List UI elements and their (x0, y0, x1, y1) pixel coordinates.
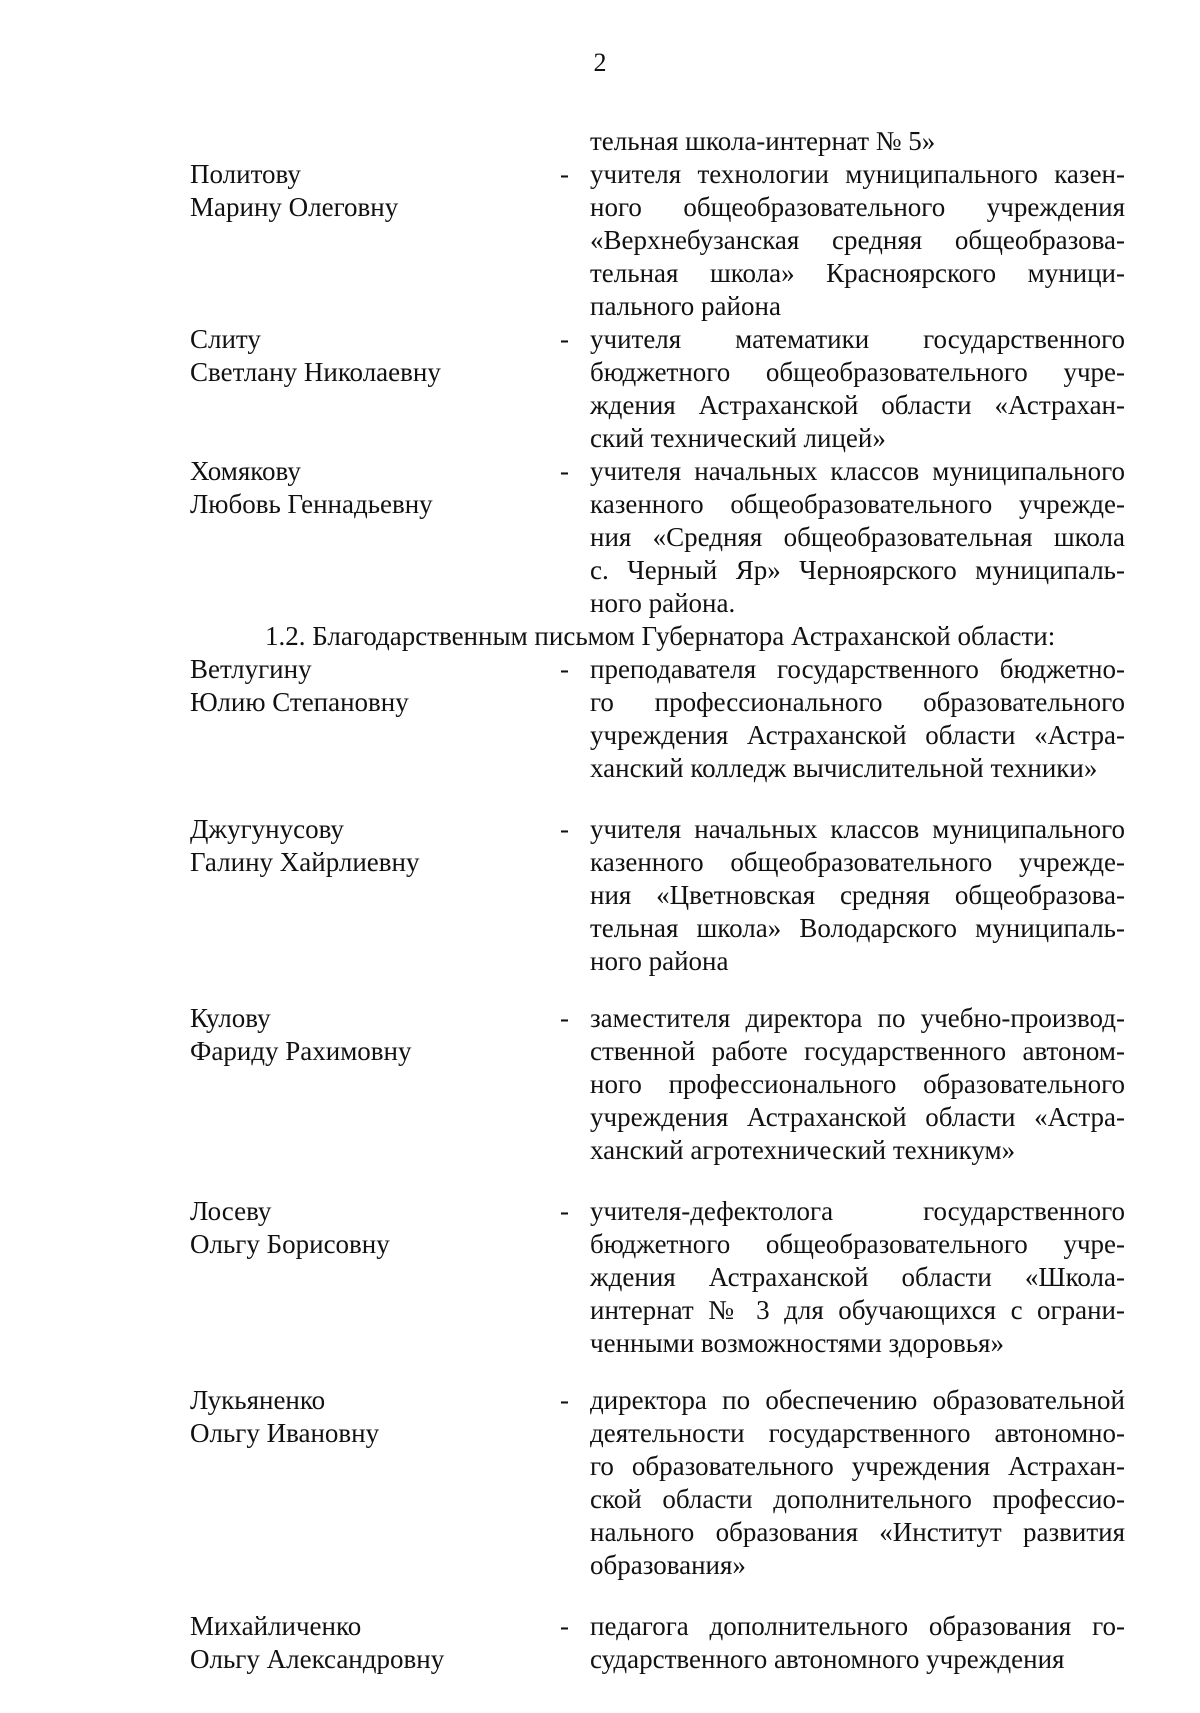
description-line: учителя начальных классов муниципального (590, 456, 1125, 486)
person-surname: Политову (190, 159, 301, 189)
position-description (590, 653, 1125, 785)
separator-dash: - (560, 1385, 569, 1415)
person-given-names: Ольгу Ивановну (190, 1418, 380, 1448)
description-line: ченными возможностями здоровья» (590, 1328, 1004, 1358)
description-line: учителя математики государственного (590, 324, 1125, 354)
award-entry (0, 1002, 1200, 1167)
person-surname: Лукьяненко (190, 1385, 326, 1415)
description-line: образования» (590, 1550, 746, 1580)
description-line: интернат № 3 для обучающихся с ограни- (590, 1295, 1125, 1325)
person-given-names: Любовь Геннадьевну (190, 489, 433, 519)
person-surname: Кулову (190, 1003, 271, 1033)
description-line: ния «Цветновская средняя общеобразова- (590, 880, 1125, 910)
award-entry (0, 1195, 1200, 1360)
position-description (590, 813, 1125, 978)
description-line: бюджетного общеобразовательного учре- (590, 357, 1125, 387)
description-line: «Верхнебузанская средняя общеобразова- (590, 225, 1125, 255)
separator-dash: - (560, 1611, 569, 1641)
person-given-names: Галину Хайрлиевну (190, 847, 420, 877)
person-name (190, 1002, 520, 1068)
description-line: нального образования «Институт развития (590, 1517, 1125, 1547)
description-line: директора по обеспечению образовательной (590, 1385, 1125, 1415)
position-description (590, 158, 1125, 323)
description-line: ский технический лицей» (590, 423, 886, 453)
description-line: тельная школа» Володарского муниципаль- (590, 913, 1125, 943)
award-entry (0, 813, 1200, 978)
person-given-names: Светлану Николаевну (190, 357, 441, 387)
description-line: ного района. (590, 588, 736, 618)
description-line: педагога дополнительного образования го- (590, 1611, 1125, 1641)
separator-dash: - (560, 324, 569, 354)
description-line: тельная школа» Красноярского муници- (590, 258, 1125, 288)
description-line: ственной работе государственного автоном- (590, 1036, 1125, 1066)
continuation-block (0, 125, 1200, 158)
award-list (0, 125, 1200, 1676)
person-given-names: Ольгу Александровну (190, 1644, 445, 1674)
award-entry (0, 158, 1200, 323)
description-line: казенного общеобразовательного учрежде- (590, 847, 1125, 877)
description-line: ного района (590, 946, 729, 976)
separator-dash: - (560, 1196, 569, 1226)
description-line: го образовательного учреждения Астрахан- (590, 1451, 1125, 1481)
description-line: деятельности государственного автономно- (590, 1418, 1125, 1448)
separator-dash: - (560, 814, 569, 844)
person-surname: Михайличенко (190, 1611, 362, 1641)
position-description (590, 1195, 1125, 1360)
description-line: учителя технологии муниципального казен- (590, 159, 1125, 189)
person-given-names: Фариду Рахимовну (190, 1036, 412, 1066)
description-line: учреждения Астраханской области «Астра- (590, 1102, 1125, 1132)
description-line: ния «Средняя общеобразовательная школа (590, 522, 1125, 552)
description-line: с. Черный Яр» Черноярского муниципаль- (590, 555, 1125, 585)
description-line: преподавателя государственного бюджетно- (590, 654, 1125, 684)
person-name (190, 1195, 520, 1261)
award-entry (0, 1384, 1200, 1582)
person-surname: Слиту (190, 324, 261, 354)
continuation-text (590, 125, 1125, 158)
description-line: заместителя директора по учебно-производ- (590, 1003, 1125, 1033)
person-name (190, 653, 520, 719)
person-name (190, 1384, 520, 1450)
description-line: ждения Астраханской области «Астрахан- (590, 390, 1125, 420)
person-name (190, 813, 520, 879)
description-line: ждения Астраханской области «Школа- (590, 1262, 1125, 1292)
description-line: го профессионального образовательного (590, 687, 1125, 717)
position-description (590, 1002, 1125, 1167)
position-description (590, 455, 1125, 620)
separator-dash: - (560, 654, 569, 684)
description-line: ской области дополнительного профессио- (590, 1484, 1125, 1514)
position-description (590, 1610, 1125, 1676)
description-line: ного профессионального образовательного (590, 1069, 1125, 1099)
description-line: ного общеобразовательного учреждения (590, 192, 1125, 222)
description-line: пального района (590, 291, 781, 321)
person-surname: Лосеву (190, 1196, 272, 1226)
award-list-section-1-1 (0, 158, 1200, 620)
person-name (190, 323, 520, 389)
description-line: учреждения Астраханской области «Астра- (590, 720, 1125, 750)
person-name (190, 1610, 520, 1676)
person-given-names: Марину Олеговну (190, 192, 399, 222)
page-number: 2 (593, 48, 607, 77)
position-description (590, 1384, 1125, 1582)
position-description (590, 323, 1125, 455)
description-line: тельная школа-интернат № 5» (590, 126, 936, 156)
award-entry (0, 1610, 1200, 1676)
person-given-names: Юлию Степановну (190, 687, 409, 717)
person-name (190, 455, 520, 521)
separator-dash: - (560, 159, 569, 189)
description-line: ханский агротехнический техникум» (590, 1135, 1016, 1165)
description-line: сударственного автономного учреждения (590, 1644, 1065, 1674)
description-line: ханский колледж вычислительной техники» (590, 753, 1098, 783)
person-given-names: Ольгу Борисовну (190, 1229, 390, 1259)
person-name (190, 158, 520, 224)
description-line: бюджетного общеобразовательного учре- (590, 1229, 1125, 1259)
award-entry (0, 653, 1200, 785)
person-surname: Джугунусову (190, 814, 344, 844)
award-entry (0, 455, 1200, 620)
description-line: казенного общеобразовательного учрежде- (590, 489, 1125, 519)
award-entry (0, 323, 1200, 455)
description-line: учителя-дефектолога государственного (590, 1196, 1125, 1226)
separator-dash: - (560, 456, 569, 486)
description-line: учителя начальных классов муниципального (590, 814, 1125, 844)
separator-dash: - (560, 1003, 569, 1033)
award-list-section-1-2 (0, 653, 1200, 1676)
section-heading-1-2: 1.2. Благодарственным письмом Губернатора Астраханской области: (265, 621, 1056, 651)
person-surname: Ветлугину (190, 654, 312, 684)
person-surname: Хомякову (190, 456, 301, 486)
